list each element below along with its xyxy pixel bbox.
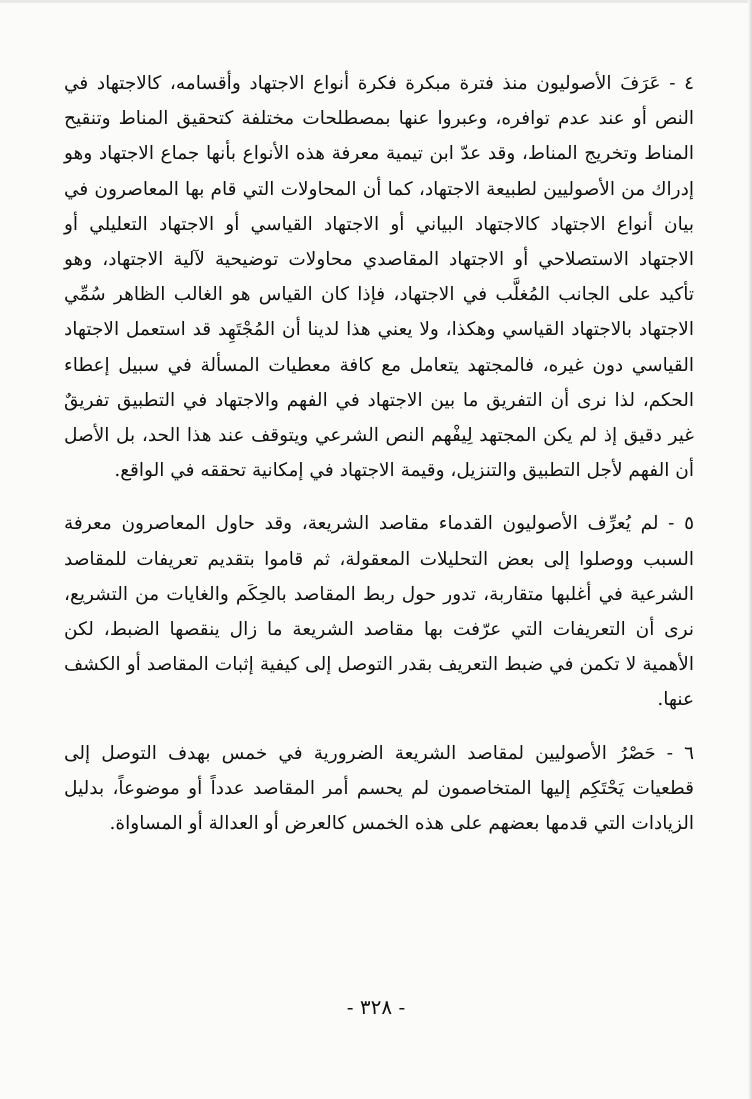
scan-edge-right [748,0,752,1099]
paragraph-6: ٦ - حَصْرُ الأصوليين لمقاصد الشريعة الضرورية في خمس بهدف التوصل إلى قطعيات يَحْتَكِم إليها المتخاصمون لم يحسم أمر المقاصد عدداً أو موضوعاً، بدليل الزيادات التي قدمها بعضهم على هذه الخمس كالعرض أو العدالة أو المساواة. [64,742,694,835]
paragraph-5: ٥ - لم يُعرِّف الأصوليون القدماء مقاصد الشريعة، وقد حاول المعاصرون معرفة السبب ووصلوا إلى بعض التحليلات المعقولة، ثم قاموا بتقديم تعريفات للمقاصد الشرعية في أغلبها متقاربة، تدور حول ربط المقاصد بالحِكَم والغايات من التشريع، نرى أن التعريفات التي عرّفت بها مقاصد الشريعة ما زال ينقصها الضبط، لكن الأهمية لا تكمن في ضبط التعريف بقدر التوصل إلى كيفية إثبات المقاصد أو الكشف عنها. [64,513,694,711]
page-number: - ٣٢٨ - [346,995,406,1019]
paragraph-4: ٤ - عَرَفَ الأصوليون منذ فترة مبكرة فكرة أنواع الاجتهاد وأقسامه، كالاجتهاد في النص أو عند عدم توافره، وعبروا عنها بمصطلحات مختلفة كتحقيق المناط وتنقيح المناط وتخريج المناط، وقد عدّ ابن تيمية معرفة هذه الأنواع بأنها جماع الاجتهاد وهو إدراك من الأصوليين لطبيعة الاجتهاد، كما أن المحاولات التي قام بها المعاصرون في بيان أنواع الاجتهاد كالاجتهاد البياني أو الاجتهاد القياسي أو الاجتهاد التعليلي أو الاجتهاد الاستصلاحي أو الاجتهاد المقاصدي محاولات توضيحية لآلية الاجتهاد، وهو تأكيد على الجانب المُغلَّب في الاجتهاد، فإذا كان القياس هو الغالب الظاهر سُمِّي الاجتهاد بالاجتهاد القياسي وهكذا، ولا يعني هذا لدينا أن المُجْتَهِد قد استعمل الاجتهاد القياسي دون غيره، فالمجتهد يتعامل مع كافة معطيات المسألة في سبيل إعطاء الحكم، لذا نرى أن التفريق ما بين الاجتهاد في الفهم والاجتهاد في التطبيق تفريقٌ غير دقيق إذ لم يكن المجتهد لِيفْهم النص الشرعي ويتوقف عند هذا الحد، بل الأصل أن الفهم لأجل التطبيق والتنزيل، وقيمة الاجتهاد في إمكانية تحققه في الواقع. [64,73,694,482]
body-text [64,66,694,841]
scan-edge-top [0,0,752,3]
